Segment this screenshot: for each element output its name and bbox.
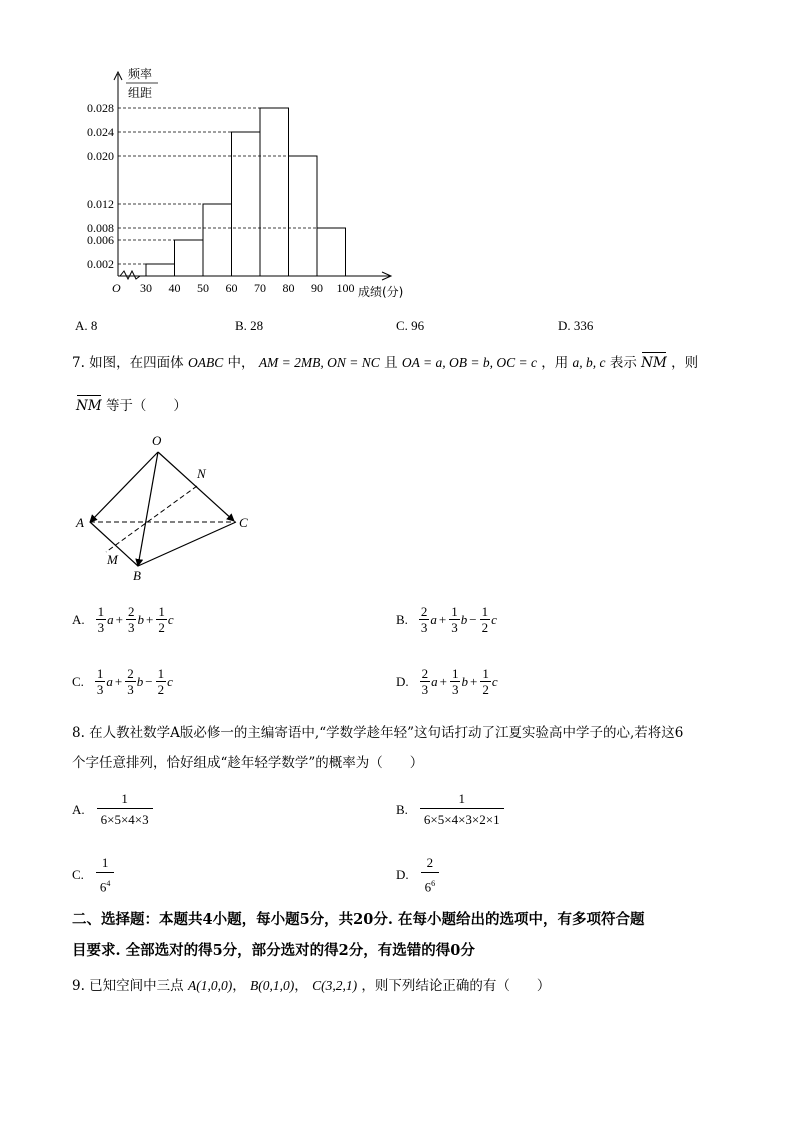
q7-vector-nm: NM [641,355,667,371]
q9-point-b: B(0,1,0) [250,978,295,993]
q6-option-a[interactable]: A. 8 [75,318,98,333]
q7-stem-line2 [76,397,187,415]
q6-option-c[interactable]: C. 96 [396,318,425,333]
q7-option-c[interactable]: C. $\frac{1}{3}$ a + $\frac{2}{3}$ b − $\frac{1}{2}$ c [72,666,173,697]
label-c: C [239,515,248,530]
q7-and: 且 [384,355,398,371]
y-tick-label: 0.012 [87,197,114,211]
q8-stem-line1: 8. 在人教社数学A版必修一的主编寄语中,“学数学趁年轻”这句话打动了江夏实验高中学子的心,若将这6 [72,725,684,741]
histogram-bar [260,108,289,276]
q8-option-d[interactable]: D. $\frac{2}{6^6}$ [396,854,439,896]
section2-header-line2: 目要求. 全部选对的得5分，部分选对的得2分，有选错的得0分 [72,942,475,959]
y-tick-label: 0.006 [87,233,114,247]
label-m: M [107,552,118,567]
q7-stem-line1 [72,354,698,372]
axis-break [120,271,140,279]
histogram-bar [175,240,204,276]
origin-label: O [112,281,121,295]
y-tick-label: 0.028 [87,101,114,115]
histogram-layer [87,66,403,299]
q8-option-b[interactable]: B. $\frac{1}{6\times 5\times 4\times 3\times 2\times 1}$ [396,790,504,829]
q7-option-a[interactable]: A. $\frac{1}{3}$ a + $\frac{2}{3}$ b + $\frac{1}{2}$ c [72,604,174,635]
q6-option-b[interactable]: B. 28 [235,318,264,333]
q7-mid: 中， [227,355,255,371]
label-o: O [152,433,162,448]
q8-stem-line2: 个字任意排列，恰好组成“趁年轻学数学”的概率为（ ） [72,755,424,771]
q8-option-a[interactable]: A. $\frac{1}{6\times 5\times 4\times 3}$ [72,790,153,829]
q7-prefix: 7. 如图，在四面体 [72,355,184,371]
ylabel-denominator: 组距 [128,86,153,100]
x-tick-label: 90 [311,281,323,295]
frequency-histogram [60,60,420,310]
histogram-bar [289,156,318,276]
y-tick-label: 0.002 [87,257,114,271]
q9-stem: 9. 已知空间中三点 A(1,0,0)， B(0,1,0)， C(3,2,1) ，则下列结论正确的有（ ） [72,978,551,994]
ylabel-numerator: 频率 [128,67,153,81]
q7-use: ，用 [541,355,569,371]
q7-option-b[interactable]: B. $\frac{2}{3}$ a + $\frac{1}{3}$ b − $\frac{1}{2}$ c [396,604,497,635]
x-tick-label: 30 [140,281,152,295]
x-tick-label: 60 [225,281,238,295]
label-b: B [133,568,141,583]
segment-nm [106,486,197,552]
q9-point-c: C(3,2,1) [312,978,358,993]
q8-option-c[interactable]: C. $\frac{1}{6^4}$ [72,854,114,896]
x-tick-label: 100 [336,281,355,295]
y-tick-label: 0.008 [87,221,114,235]
histogram-bar [146,264,175,276]
x-tick-label: 40 [168,281,181,295]
q7-condition-2: OA = a, OB = b, OC = c [401,355,537,370]
q7-tetra-name: OABC [187,355,224,370]
y-tick-label: 0.024 [87,125,114,139]
q7-represent: 表示 [609,355,637,371]
x-tick-label: 70 [254,281,266,295]
q6-option-d[interactable]: D. 336 [558,318,594,333]
q7-equals: 等于（ ） [105,398,187,414]
histogram-bar [203,204,232,276]
q7-option-d[interactable]: D. $\frac{2}{3}$ a + $\frac{1}{3}$ b + $\frac{1}{2}$ c [396,666,498,697]
xlabel: 成绩(分) [358,285,404,299]
label-a: A [76,515,84,530]
y-tick-label: 0.020 [87,149,114,163]
histogram-bar [317,228,346,276]
q7-condition-1: AM = 2MB, ON = NC [258,355,380,370]
edge-bc [138,522,236,566]
q9-point-a: A(1,0,0) [187,978,233,993]
section2-header-line1: 二、选择题：本题共4小题，每小题5分，共20分. 在每小题给出的选项中，有多项符合题 [72,911,645,928]
x-tick-label: 80 [282,281,295,295]
q7-basis-vectors: a, b, c [572,355,606,370]
x-tick-label: 50 [197,281,209,295]
histogram-bar [232,132,261,276]
label-n: N [197,466,206,481]
q7-then: ，则 [671,355,699,371]
q7-vector-nm-2: NM [76,398,102,414]
tetrahedron-figure [70,430,260,590]
